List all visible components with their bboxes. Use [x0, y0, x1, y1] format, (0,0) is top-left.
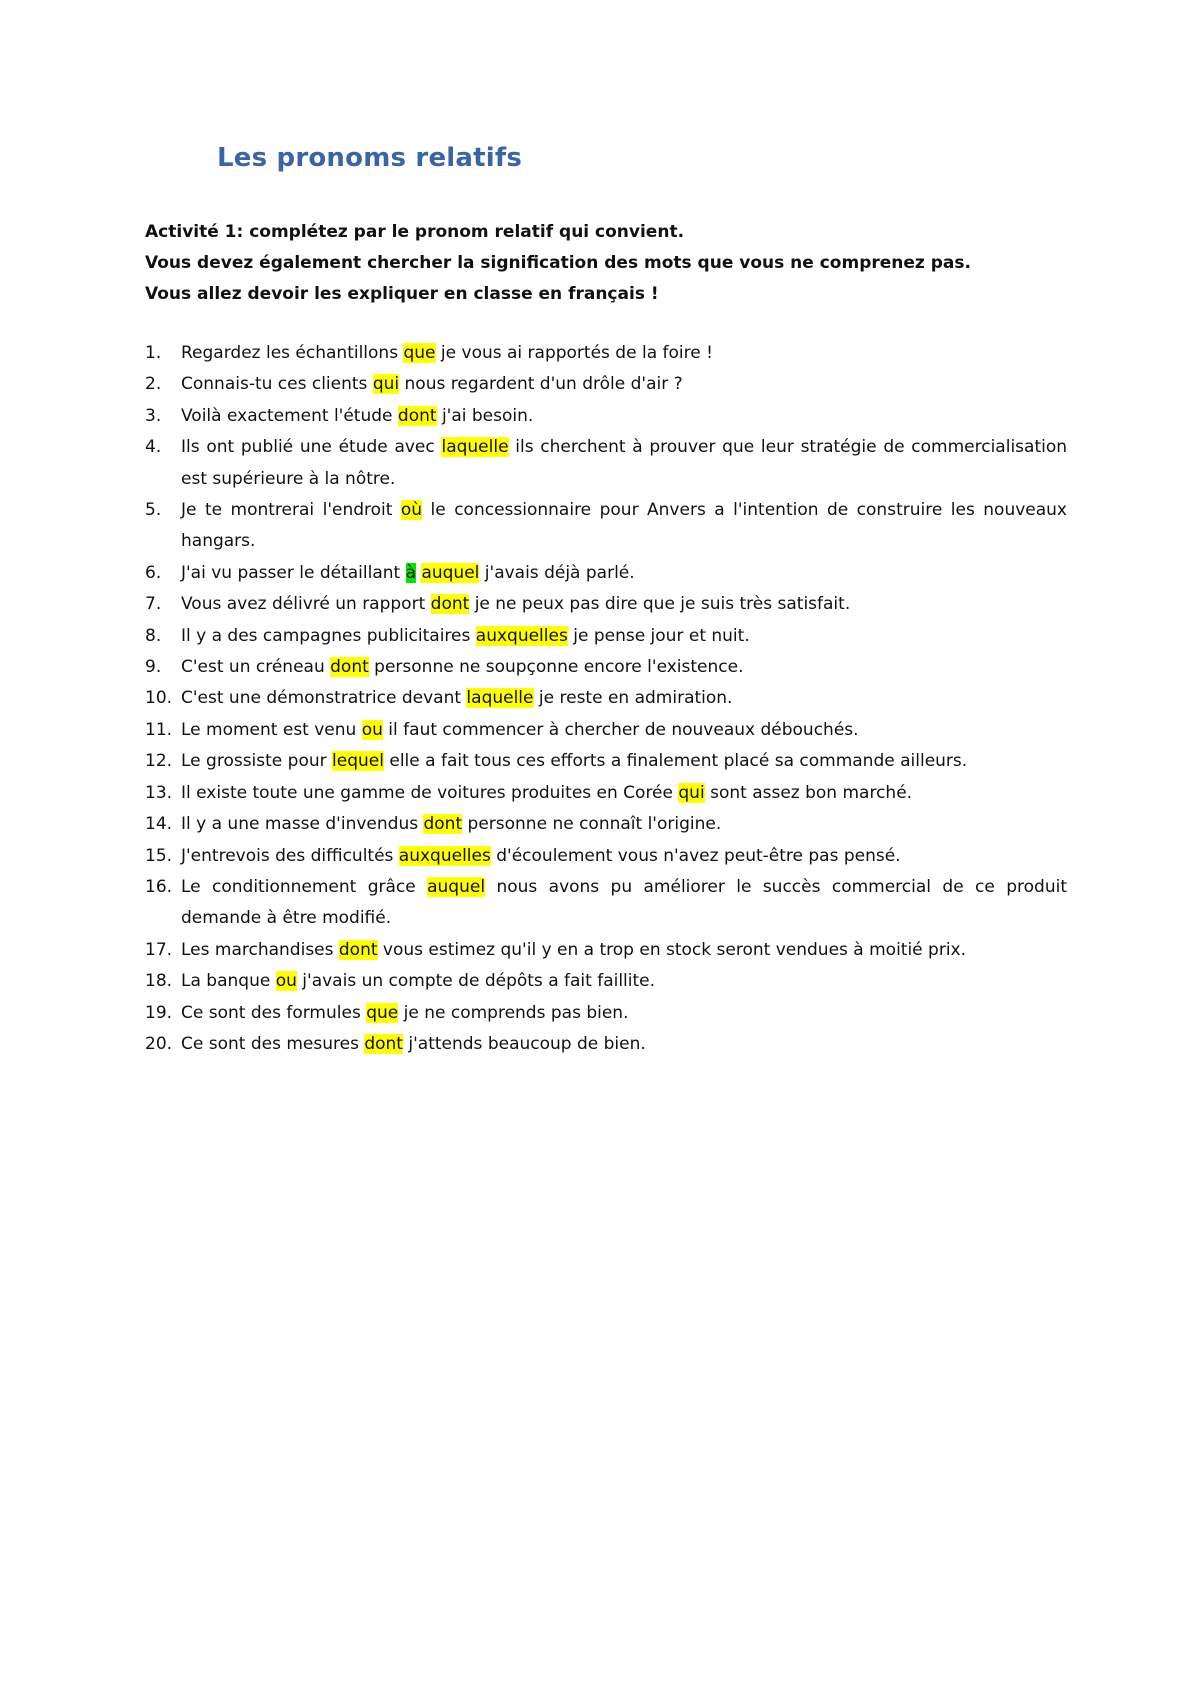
item-after: j'avais déjà parlé.	[479, 562, 635, 583]
instruction-line: Vous allez devoir les expliquer en classe en français !	[145, 284, 659, 304]
list-item	[145, 966, 1067, 997]
list-item	[145, 589, 1067, 620]
item-after: j'attends beaucoup de bien.	[402, 1033, 646, 1054]
item-number: 14.	[145, 814, 173, 835]
item-number: 11.	[145, 719, 173, 740]
item-text	[181, 589, 1067, 620]
item-number: 12.	[145, 751, 173, 772]
item-text	[181, 432, 1067, 495]
item-before: Il y a des campagnes publicitaires	[181, 625, 476, 646]
item-before: J'ai vu passer le détaillant	[181, 562, 406, 583]
item-number: 9.	[145, 657, 162, 678]
item-before: Il y a une masse d'invendus	[181, 814, 424, 835]
item-number: 8.	[145, 625, 162, 646]
item-number: 15.	[145, 845, 173, 866]
list-item	[145, 935, 1067, 966]
list-item	[145, 841, 1067, 872]
list-item	[145, 495, 1067, 558]
item-number: 4.	[145, 437, 162, 458]
item-text	[181, 998, 1067, 1029]
item-number: 6.	[145, 562, 162, 583]
list-item	[145, 872, 1067, 935]
item-before: Le conditionnement grâce	[181, 876, 428, 897]
highlighted-answer: que	[366, 1002, 399, 1023]
item-number: 16.	[145, 876, 173, 897]
highlighted-answer: auxquelles	[475, 625, 568, 646]
item-after: je pense jour et nuit.	[567, 625, 750, 646]
list-item	[145, 746, 1067, 777]
item-after: personne ne connaît l'origine.	[462, 814, 722, 835]
item-number: 19.	[145, 1002, 173, 1023]
item-before: Il existe toute une gamme de voitures produites en Corée	[181, 782, 679, 803]
item-after: je ne peux pas dire que je suis très satisfait.	[469, 594, 851, 615]
highlighted-answer: auquel	[421, 562, 480, 583]
item-after: personne ne soupçonne encore l'existence.	[368, 657, 744, 678]
list-item	[145, 432, 1067, 495]
list-item	[145, 558, 1067, 589]
item-text	[181, 966, 1067, 997]
item-number: 7.	[145, 594, 162, 615]
item-after: d'écoulement vous n'avez peut-être pas pensé.	[490, 845, 901, 866]
item-text	[181, 621, 1067, 652]
item-after: j'avais un compte de dépôts a fait faillite.	[296, 971, 656, 992]
highlighted-answer: dont	[423, 814, 463, 835]
item-before: Je te montrerai l'endroit	[181, 500, 401, 521]
item-after: je vous ai rapportés de la foire !	[435, 343, 713, 363]
list-item	[145, 778, 1067, 809]
instructions-block	[145, 217, 1065, 310]
item-after: elle a fait tous ces efforts a finalement placé sa commande ailleurs.	[383, 751, 968, 772]
item-before: Vous avez délivré un rapport	[181, 594, 431, 615]
item-before: Ce sont des mesures	[181, 1033, 365, 1054]
item-text	[181, 746, 1067, 777]
item-number: 18.	[145, 971, 173, 992]
highlighted-answer: auquel	[427, 876, 486, 897]
list-item	[145, 715, 1067, 746]
item-before: Ils ont publié une étude avec	[181, 437, 442, 458]
highlighted-answer: dont	[338, 939, 378, 960]
item-number: 20.	[145, 1033, 173, 1054]
item-text	[181, 369, 1067, 400]
item-before: La banque	[181, 971, 276, 992]
item-text	[181, 558, 1067, 589]
item-number: 10.	[145, 688, 173, 709]
item-before: Le moment est venu	[181, 719, 362, 740]
item-before: Regardez les échantillons	[181, 343, 404, 363]
instruction-line: Activité 1: complétez par le pronom relatif qui convient.	[145, 222, 685, 242]
list-item	[145, 338, 1067, 369]
item-before: J'entrevois des difficultés	[181, 845, 399, 866]
highlighted-answer: lequel	[332, 751, 384, 772]
highlighted-answer: où	[400, 500, 423, 521]
item-after: il faut commencer à chercher de nouveaux débouchés.	[382, 719, 859, 740]
item-after: je reste en admiration.	[533, 688, 733, 709]
list-item	[145, 621, 1067, 652]
item-number: 1.	[145, 343, 162, 363]
item-text	[181, 809, 1067, 840]
item-text	[181, 841, 1067, 872]
item-after: nous regardent d'un drôle d'air ?	[399, 374, 683, 395]
highlighted-answer: dont	[330, 657, 369, 678]
item-number: 2.	[145, 374, 162, 395]
highlighted-answer: dont	[364, 1033, 403, 1054]
highlighted-answer: laquelle	[441, 437, 509, 458]
page-title: Les pronoms relatifs	[217, 143, 523, 173]
item-after: sont assez bon marché.	[704, 782, 913, 803]
item-text	[181, 683, 1067, 714]
list-item	[145, 809, 1067, 840]
item-text	[181, 778, 1067, 809]
item-text	[181, 401, 1067, 432]
list-item	[145, 1029, 1067, 1060]
item-text	[181, 338, 1067, 369]
highlighted-answer: ou	[361, 719, 383, 740]
highlighted-answer: auxquelles	[398, 845, 491, 866]
item-before: C'est une démonstratrice devant	[181, 688, 467, 709]
item-after: vous estimez qu'il y en a trop en stock seront vendues à moitié prix.	[377, 939, 967, 960]
item-after: ils cherchent à prouver que leur stratégie de commercialisation est supérieure à la nôtre.	[181, 437, 1068, 489]
item-text	[181, 872, 1067, 935]
item-before: Ce sont des formules	[181, 1002, 367, 1023]
highlighted-answer: qui	[372, 374, 400, 395]
item-after: j'ai besoin.	[436, 405, 534, 426]
item-before: Les marchandises	[181, 939, 339, 960]
item-number: 3.	[145, 405, 162, 426]
item-before: C'est un créneau	[181, 657, 331, 678]
item-after: je ne comprends pas bien.	[398, 1002, 629, 1023]
list-item	[145, 652, 1067, 683]
item-before: Le grossiste pour	[181, 751, 333, 772]
item-number: 17.	[145, 939, 173, 960]
item-number: 13.	[145, 782, 173, 803]
item-text	[181, 495, 1067, 558]
highlighted-preposition: à	[405, 562, 417, 583]
item-text	[181, 652, 1067, 683]
item-after: le concessionnaire pour Anvers a l'intention de construire les nouveaux hangars.	[181, 500, 1067, 552]
item-text	[181, 935, 1067, 966]
list-item	[145, 401, 1067, 432]
list-item	[145, 683, 1067, 714]
list-item	[145, 369, 1067, 400]
item-text	[181, 1029, 1067, 1060]
exercise-list	[145, 338, 1067, 1060]
highlighted-answer: ou	[275, 971, 297, 992]
highlighted-answer: dont	[430, 594, 470, 615]
list-item	[145, 998, 1067, 1029]
item-after: nous avons pu améliorer le succès commercial de ce produit demande à être modifié.	[181, 876, 1068, 929]
instruction-line: Vous devez également chercher la signification des mots que vous ne comprenez pas.	[145, 253, 971, 273]
item-number: 5.	[145, 500, 162, 521]
highlighted-answer: que	[403, 343, 436, 363]
item-before: Voilà exactement l'étude	[181, 405, 398, 426]
highlighted-answer: qui	[678, 782, 705, 803]
highlighted-answer: laquelle	[466, 688, 534, 709]
highlighted-answer: dont	[397, 405, 437, 426]
item-before: Connais-tu ces clients	[181, 374, 373, 395]
item-text	[181, 715, 1067, 746]
